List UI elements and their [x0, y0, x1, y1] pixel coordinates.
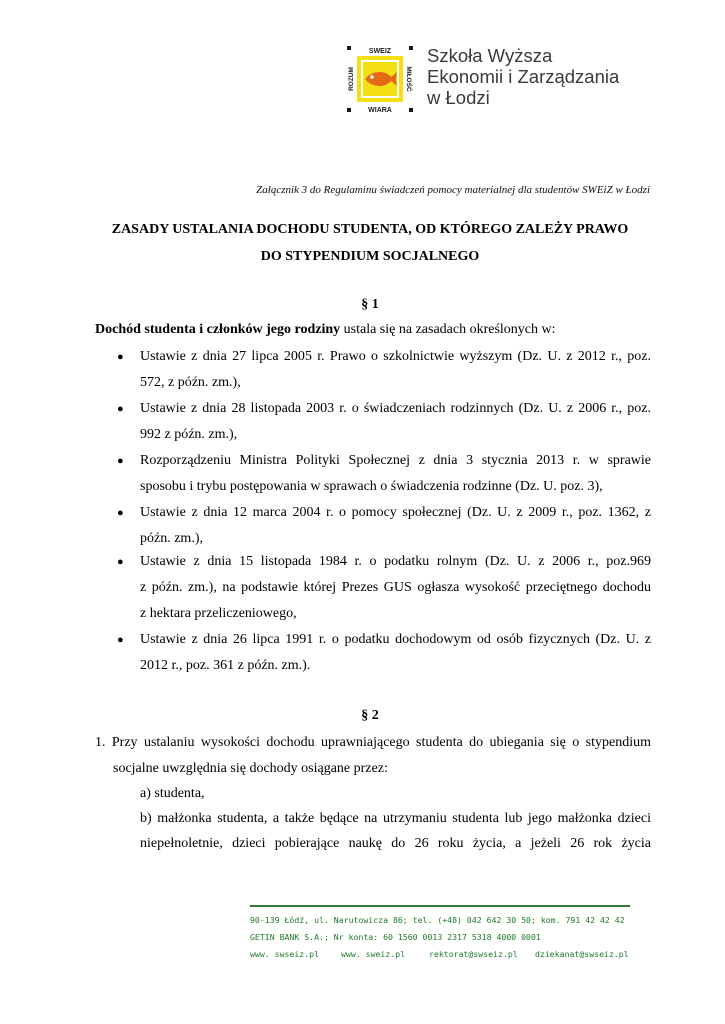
school-name-line: Ekonomii i Zarządzania	[427, 66, 620, 87]
annex-note: Załącznik 3 do Regulaminu świadczeń pomocy materialnej dla studentów SWEiZ w Łodzi	[256, 184, 650, 196]
footer-address: 90-139 Łódź, ul. Narutowicza 86; tel. (+48) 042 642 30 50; kom. 791 42 42 42	[250, 915, 625, 925]
bullet-line: Ustawie z dnia 15 listopada 1984 r. o podatku rolnym (Dz. U. z 2006 r., poz.969	[140, 554, 651, 569]
footer-bank: GETIN BANK S.A.; Nr konta: 60 1560 0013 2317 5318 4000 0001	[250, 932, 541, 942]
bullet-line: 992 z późn. zm.),	[140, 427, 238, 442]
footer-link-email-rektorat[interactable]: rektorat@swseiz.pl	[429, 949, 518, 959]
bullet-line: Ustawie z dnia 12 marca 2004 r. o pomocy społecznej (Dz. U. z 2009 r., poz. 1362, z	[140, 505, 651, 520]
footer-divider	[250, 905, 630, 907]
footer-link-website-2[interactable]: www. sweiz.pl	[341, 949, 406, 959]
bullet-line: Ustawie z dnia 26 lipca 1991 r. o podatku dochodowym od osób fizycznych (Dz. U. z	[140, 632, 651, 647]
section-2-item-b-line: niepełnoletnie, dzieci pobierające naukę do 26 roku życia, a jeżeli 26 rok życia	[140, 836, 651, 851]
bullet-line: Rozporządzeniu Ministra Polityki Społecznej z dnia 3 stycznia 2013 r. w sprawie	[140, 453, 651, 468]
school-logo	[345, 44, 415, 114]
section-2-paragraph-line: 1. Przy ustalaniu wysokości dochodu uprawniającego studenta do ubiegania się o stypendium	[95, 735, 651, 750]
bullet-icon: ●	[117, 556, 124, 568]
bullet-line: Ustawie z dnia 28 listopada 2003 r. o świadczeniach rodzinnych (Dz. U. z 2006 r., poz.	[140, 401, 651, 416]
bullet-line: z późn. zm.), na podstawie której Prezes GUS ogłasza wysokość przeciętnego dochodu	[140, 580, 651, 595]
logo-top-text: SWEIZ	[368, 48, 392, 55]
bullet-line: późn. zm.),	[140, 531, 203, 546]
logo-bottom-text: WIARA	[368, 107, 392, 114]
bullet-icon: ●	[117, 634, 124, 646]
logo-right-text: MIŁOŚĆ	[405, 66, 412, 92]
section-2-heading: § 2	[361, 708, 379, 723]
section-1-heading: § 1	[361, 297, 379, 312]
bullet-line: 572, z późn. zm.),	[140, 375, 241, 390]
footer-link-website-1[interactable]: www. swseiz.pl	[250, 949, 320, 959]
section-2-item-b-line: b) małżonka studenta, a także będące na utrzymaniu studenta lub jego małżonka dzieci	[140, 811, 651, 826]
intro-rest: ustala się na zasadach określonych w:	[340, 322, 556, 337]
bullet-icon: ●	[117, 351, 124, 363]
bullet-icon: ●	[117, 455, 124, 467]
bullet-line: sposobu i trybu postępowania w sprawach o świadczenia rodzinne (Dz. U. poz. 3),	[140, 479, 603, 494]
bullet-icon: ●	[117, 403, 124, 415]
footer-link-email-dziekanat[interactable]: dziekanat@swseiz.pl	[535, 949, 629, 959]
bullet-line: Ustawie z dnia 27 lipca 2005 r. Prawo o szkolnictwie wyższym (Dz. U. z 2012 r., poz.	[140, 349, 651, 364]
section-2-paragraph-line: socjalne uwzględnia się dochody osiągane przez:	[113, 761, 388, 776]
bullet-line: 2012 r., poz. 361 z późn. zm.).	[140, 658, 311, 673]
document-title-line: DO STYPENDIUM SOCJALNEGO	[260, 249, 480, 264]
intro-bold: Dochód studenta i członków jego rodziny	[95, 322, 341, 337]
bullet-line: z hektara przeliczeniowego,	[140, 606, 297, 621]
section-1-intro	[95, 322, 556, 338]
school-name-line: Szkoła Wyższa	[427, 45, 553, 66]
logo-left-text: ROZUM	[348, 67, 355, 91]
school-name	[427, 45, 619, 108]
section-2-item-a: a) studenta,	[140, 786, 205, 801]
bullet-icon: ●	[117, 507, 124, 519]
school-name-line: w Łodzi	[427, 87, 490, 108]
document-title-line: ZASADY USTALANIA DOCHODU STUDENTA, OD KTÓREGO ZALEŻY PRAWO	[111, 222, 629, 237]
